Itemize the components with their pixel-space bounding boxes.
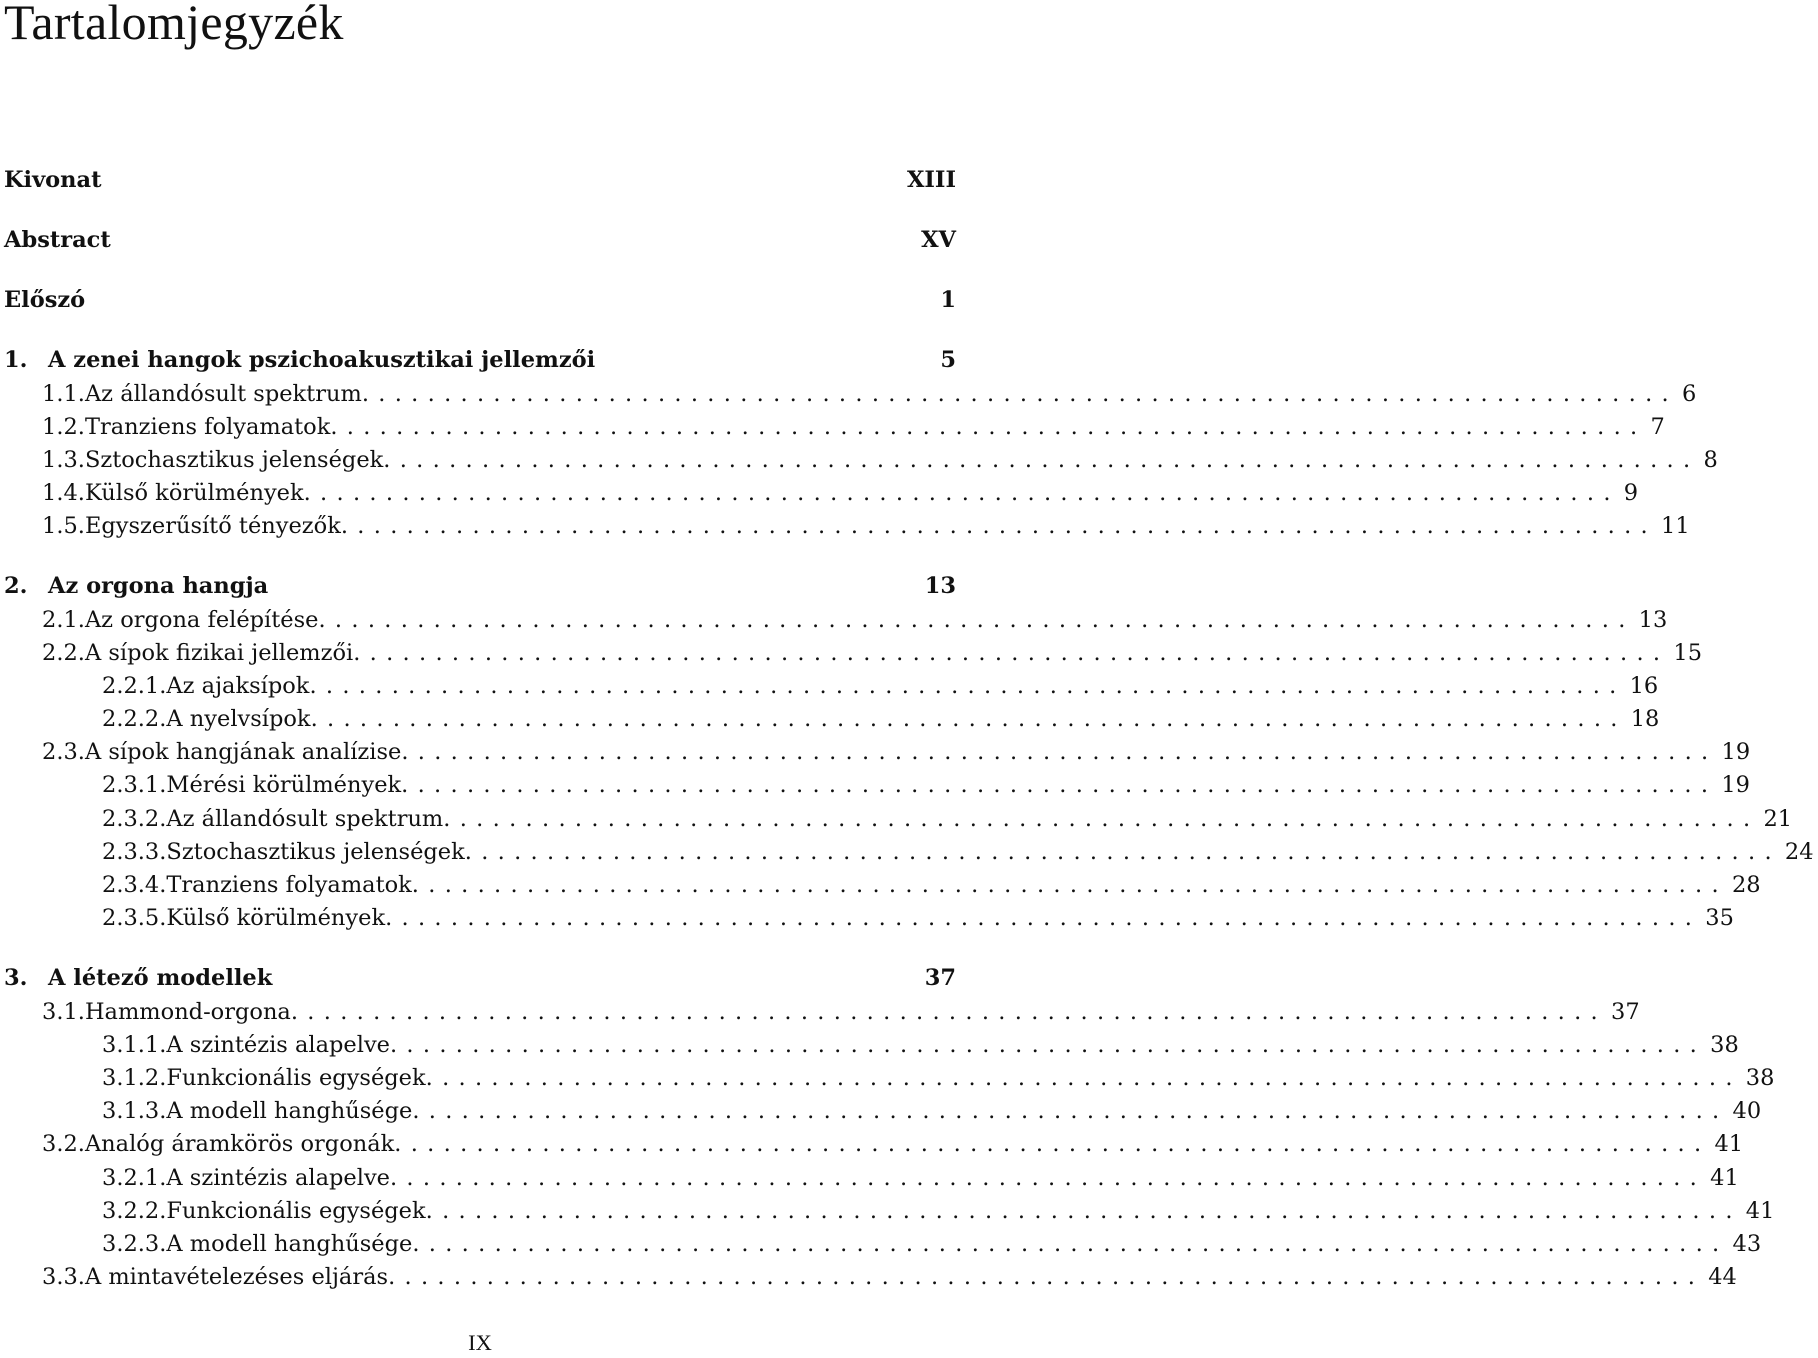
toc-label: Funkcionális egységek xyxy=(166,1198,426,1224)
toc-number: 1.2. xyxy=(42,414,85,440)
toc-label: A modell hanghűsége xyxy=(166,1098,413,1124)
toc-page: 9 xyxy=(1623,480,1639,506)
toc-page: 13 xyxy=(924,573,956,599)
toc-label: Az ajaksípok xyxy=(166,673,310,699)
toc-number: 3.1. xyxy=(42,999,85,1025)
toc-number: 3.1.2. xyxy=(102,1065,167,1091)
toc-page: 5 xyxy=(940,347,956,373)
toc-label: A zenei hangok pszichoakusztikai jellemzői xyxy=(48,347,596,373)
toc-label: A létező modellek xyxy=(48,965,273,991)
toc-entry[interactable] xyxy=(0,509,1690,543)
toc-entry[interactable] xyxy=(0,569,960,603)
toc-entry[interactable] xyxy=(0,1094,1762,1128)
toc-page: 11 xyxy=(1661,513,1690,539)
toc-page: 37 xyxy=(1611,999,1640,1025)
toc-entry[interactable] xyxy=(0,961,960,995)
toc-page: 1 xyxy=(940,287,956,313)
toc-entry[interactable] xyxy=(0,1061,1775,1095)
toc-dot-leader: ................................................................................ xyxy=(411,872,1728,898)
toc-dot-leader: ................................................................................ xyxy=(388,1264,1705,1290)
toc-entry[interactable] xyxy=(0,377,1697,411)
toc-dot-leader: ................................................................................ xyxy=(412,1231,1729,1257)
toc-page: 19 xyxy=(1721,739,1751,765)
toc-page: 13 xyxy=(1638,607,1668,633)
toc-page: 41 xyxy=(1714,1131,1744,1157)
toc-label: Külső körülmények xyxy=(84,480,304,506)
toc-number: 2.2.1. xyxy=(102,673,167,699)
toc-dot-leader: ................................................................................ xyxy=(425,1065,1742,1091)
toc-page: 40 xyxy=(1732,1098,1762,1124)
toc-label: Külső körülmények xyxy=(166,905,386,931)
toc-entry[interactable] xyxy=(0,1161,1739,1195)
toc-label: Sztochasztikus jelenségek xyxy=(166,839,465,865)
toc-number: 2.2. xyxy=(42,640,85,666)
toc-number: 3.1.1. xyxy=(102,1032,167,1058)
toc-entry[interactable] xyxy=(0,835,1814,869)
toc-label: Analóg áramkörös orgonák xyxy=(84,1131,395,1157)
toc-dot-leader: ................................................................................ xyxy=(389,1032,1707,1058)
toc-dot-leader: ................................................................................ xyxy=(443,806,1760,832)
toc-label: Sztochasztikus jelenségek xyxy=(84,447,384,473)
toc-number: 1.1. xyxy=(42,381,85,407)
page-title: Tartalomjegyzék xyxy=(4,0,344,50)
toc-entry[interactable] xyxy=(0,163,960,197)
toc-number: 3.2.1. xyxy=(102,1165,167,1191)
toc-label: Az orgona felépítése xyxy=(84,607,319,633)
toc-dot-leader: ................................................................................ xyxy=(340,513,1658,539)
toc-label: Mérési körülmények xyxy=(166,772,402,798)
toc-dot-leader: ................................................................................ xyxy=(394,1131,1711,1157)
toc-entry[interactable] xyxy=(0,868,1761,902)
toc-entry[interactable] xyxy=(0,603,1668,637)
toc-entry[interactable] xyxy=(0,343,960,377)
toc-page: 16 xyxy=(1629,673,1659,699)
toc-label: Tranziens folyamatok xyxy=(166,872,412,898)
toc-page: XIII xyxy=(906,167,956,193)
toc-label: Az állandósult spektrum xyxy=(166,806,444,832)
toc-entry[interactable] xyxy=(0,702,1660,736)
toc-number: 2.3.1. xyxy=(102,772,167,798)
toc-page: 24 xyxy=(1784,839,1814,865)
toc-dot-leader: ................................................................................ xyxy=(389,1165,1707,1191)
toc-dot-leader: ................................................................................ xyxy=(309,673,1626,699)
toc-entry[interactable] xyxy=(0,283,960,317)
toc-page: 41 xyxy=(1710,1165,1739,1191)
toc-dot-leader: ................................................................................ xyxy=(290,999,1608,1025)
toc-number: 1.5. xyxy=(42,513,85,539)
toc-entry[interactable] xyxy=(0,223,960,257)
toc-label: Az orgona hangja xyxy=(48,573,269,599)
toc-dot-leader: ................................................................................ xyxy=(464,839,1781,865)
toc-page: 18 xyxy=(1630,706,1660,732)
toc-page: 38 xyxy=(1745,1065,1775,1091)
toc-page: 41 xyxy=(1745,1198,1775,1224)
toc-dot-leader: ................................................................................ xyxy=(310,706,1627,732)
toc-page: 37 xyxy=(924,965,956,991)
toc-number: 2. xyxy=(4,573,28,599)
toc-label: Tranziens folyamatok xyxy=(84,414,331,440)
toc-number: 1. xyxy=(4,347,28,373)
toc-page: 44 xyxy=(1708,1264,1737,1290)
toc-dot-leader: ................................................................................ xyxy=(385,905,1702,931)
toc-dot-leader: ................................................................................ xyxy=(361,381,1678,407)
page-number: IX xyxy=(468,1330,492,1355)
toc-page: 38 xyxy=(1710,1032,1739,1058)
toc-dot-leader: ................................................................................ xyxy=(318,607,1635,633)
toc-page: 8 xyxy=(1703,447,1718,473)
toc-dot-leader: ................................................................................ xyxy=(353,640,1670,666)
toc-entry[interactable] xyxy=(0,443,1718,477)
toc-page: 7 xyxy=(1650,414,1665,440)
toc-entry[interactable] xyxy=(0,1260,1737,1294)
toc-label: Hammond-orgona xyxy=(84,999,291,1025)
toc-page: 6 xyxy=(1681,381,1697,407)
toc-entry[interactable] xyxy=(0,901,1734,935)
toc-dot-leader: ................................................................................ xyxy=(412,1098,1729,1124)
toc-label: A sípok fizikai jellemzői xyxy=(84,640,354,666)
toc-number: 2.2.2. xyxy=(102,706,167,732)
toc-entry[interactable] xyxy=(0,1227,1762,1261)
toc-number: 2.1. xyxy=(42,607,85,633)
toc-entry[interactable] xyxy=(0,802,1793,836)
toc-number: 3.3. xyxy=(42,1264,85,1290)
toc-number: 2.3. xyxy=(42,739,85,765)
toc-page: 43 xyxy=(1732,1231,1762,1257)
toc-entry[interactable] xyxy=(0,995,1640,1029)
toc-label: Az állandósult spektrum xyxy=(84,381,362,407)
toc-label: Egyszerűsítő tényezők xyxy=(84,513,341,539)
toc-page: XV xyxy=(921,227,956,253)
toc-entry[interactable] xyxy=(0,669,1659,703)
toc-entry[interactable] xyxy=(0,410,1665,444)
toc-entry[interactable] xyxy=(0,476,1639,510)
toc-page: 28 xyxy=(1731,872,1761,898)
toc-label: A szintézis alapelve xyxy=(166,1165,390,1191)
toc-number: 3.1.3. xyxy=(102,1098,167,1124)
toc-number: 3.2.3. xyxy=(102,1231,167,1257)
toc-number: 2.3.5. xyxy=(102,905,167,931)
toc-dot-leader: ................................................................................ xyxy=(425,1198,1742,1224)
toc-number: 2.3.3. xyxy=(102,839,167,865)
toc-entry[interactable] xyxy=(0,735,1751,769)
toc-page: 21 xyxy=(1763,806,1793,832)
toc-entry[interactable] xyxy=(0,636,1703,670)
toc-label: A sípok hangjának analízise xyxy=(84,739,402,765)
toc-dot-leader: ................................................................................ xyxy=(383,447,1700,473)
toc-label: Kivonat xyxy=(4,167,102,193)
toc-label: Előszó xyxy=(4,287,86,313)
toc-dot-leader: ................................................................................ xyxy=(401,772,1718,798)
toc-dot-leader: ................................................................................ xyxy=(330,414,1647,440)
toc-number: 2.3.4. xyxy=(102,872,167,898)
toc-number: 1.4. xyxy=(42,480,85,506)
toc-entry[interactable] xyxy=(0,768,1750,802)
toc-label: A modell hanghűsége xyxy=(166,1231,413,1257)
toc-label: Abstract xyxy=(4,227,111,253)
toc-page: 35 xyxy=(1705,905,1734,931)
toc-entry[interactable] xyxy=(0,1127,1744,1161)
toc-label: A mintavételezéses eljárás xyxy=(84,1264,389,1290)
toc-number: 3.2. xyxy=(42,1131,85,1157)
toc-dot-leader: ................................................................................ xyxy=(401,739,1718,765)
toc-number: 2.3.2. xyxy=(102,806,167,832)
toc-label: A nyelvsípok xyxy=(166,706,311,732)
toc-number: 1.3. xyxy=(42,447,85,473)
toc-label: Funkcionális egységek xyxy=(166,1065,426,1091)
toc-dot-leader: ................................................................................ xyxy=(303,480,1620,506)
toc-page: 19 xyxy=(1721,772,1750,798)
toc-entry[interactable] xyxy=(0,1194,1775,1228)
toc-page: 15 xyxy=(1673,640,1703,666)
toc-entry[interactable] xyxy=(0,1028,1739,1062)
toc-number: 3. xyxy=(4,965,28,991)
toc-label: A szintézis alapelve xyxy=(166,1032,390,1058)
toc-number: 3.2.2. xyxy=(102,1198,167,1224)
